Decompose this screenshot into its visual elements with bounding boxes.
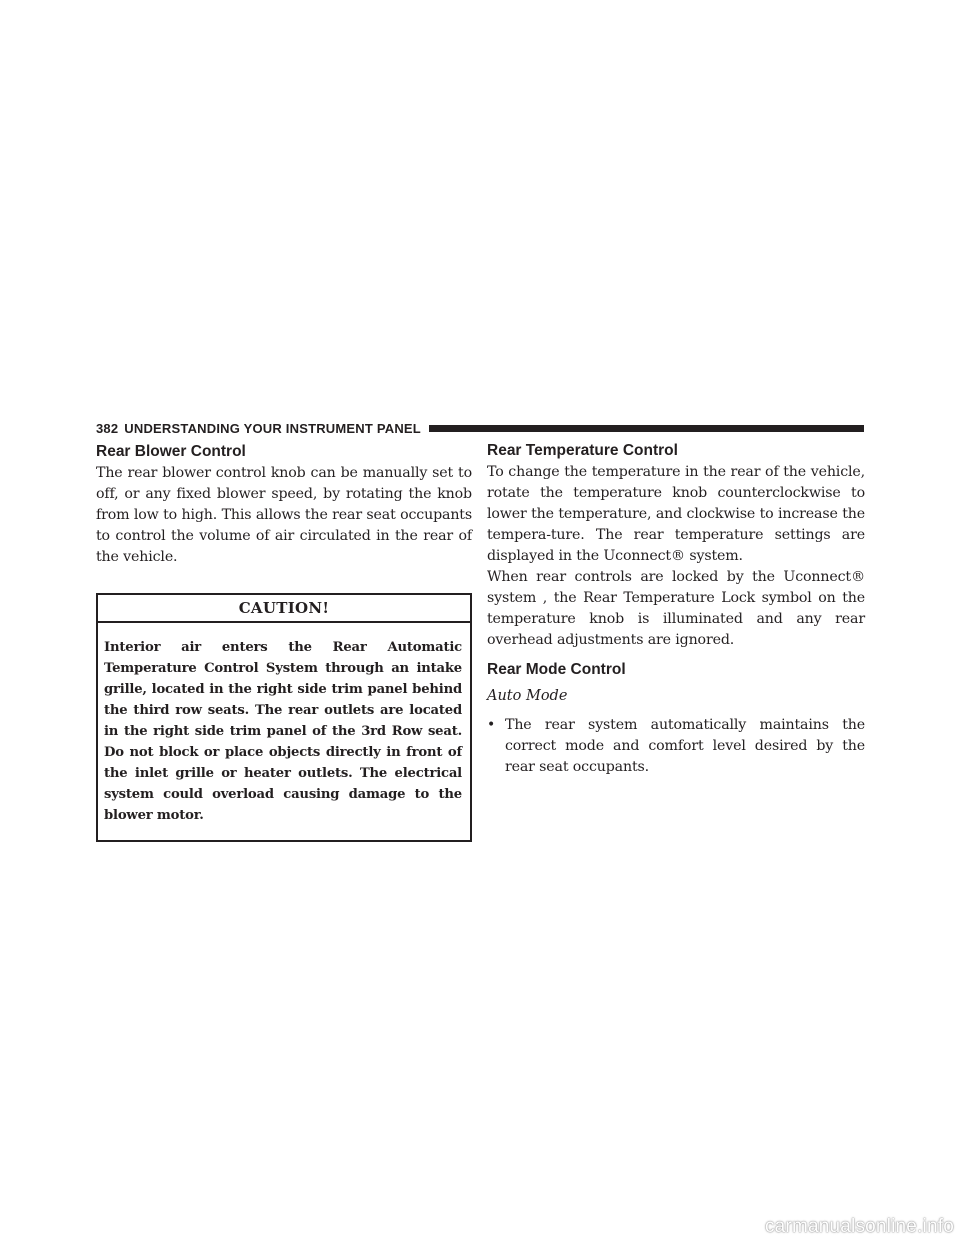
watermark: carmanualsonline.info (764, 1216, 954, 1237)
caution-title: CAUTION! (98, 595, 470, 623)
rear-temperature-control-heading: Rear Temperature Control (487, 442, 678, 459)
list-item-text: The rear system automatically maintains the correct mode and comfort level desired by the rear seat occupants. (505, 717, 865, 775)
rear-mode-control-heading: Rear Mode Control (487, 661, 626, 678)
rear-temperature-paragraph-2: When rear controls are locked by the Uconnect® system , the Rear Temperature Lock symbol on the temperature knob is illuminated and any rear overhead adjustments are ignored. (487, 569, 865, 648)
rear-temperature-paragraph-1: To change the temperature in the rear of the vehicle, rotate the temperature knob counterclockwise to lower the temperature, and clockwise to increase the tempera-ture. The rear temperature settings are displayed in the Uconnect® system. (487, 464, 865, 564)
caution-body: Interior air enters the Rear Automatic Temperature Control System through an intake grille, located in the right side trim panel behind the third row seats. The rear outlets are located in the right side trim panel of the 3rd Row seat. Do not block or place objects directly in front of the inlet grille or heater outlets. The electrical system could overload causing damage to the blower motor. (104, 640, 462, 823)
page-header (96, 418, 864, 438)
bullet-icon: • (487, 717, 496, 733)
caution-box (96, 593, 472, 842)
auto-mode-subheading: Auto Mode (487, 688, 568, 704)
header-rule (429, 425, 864, 432)
right-column (487, 440, 865, 778)
rear-blower-control-heading: Rear Blower Control (96, 443, 246, 460)
left-column (96, 440, 472, 842)
list-item (487, 715, 865, 778)
page-number: 382 (96, 420, 119, 436)
rear-blower-control-paragraph: The rear blower control knob can be manually set to off, or any fixed blower speed, by rotating the knob from low to high. This allows the rear seat occupants to control the volume of air circulated in the rear of the vehicle. (96, 465, 472, 565)
section-title: UNDERSTANDING YOUR INSTRUMENT PANEL (124, 420, 421, 436)
